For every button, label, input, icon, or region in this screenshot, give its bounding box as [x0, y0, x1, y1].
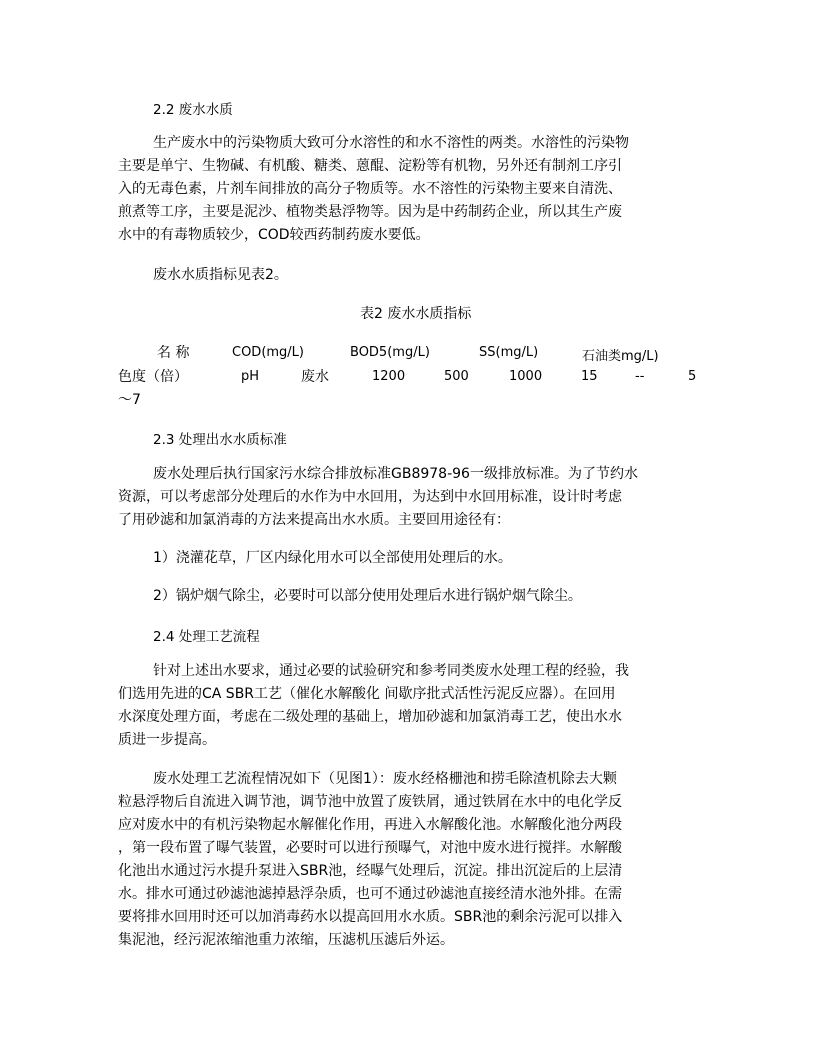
paragraph-line: 要将排水回用时还可以加消毒药水以提高回用水水质。SBR池的剩余污泥可以排入: [118, 909, 623, 925]
table-cell: 1000: [509, 369, 543, 384]
table-cell: 废水: [301, 369, 329, 385]
table-cell: SS(mg/L): [479, 345, 539, 360]
paragraph-line: 针对上述出水要求，通过必要的试验研究和参考同类废水处理工程的经验，我: [153, 663, 629, 679]
paragraph-line: 应对废水中的有机污染物起水解催化作用，再进入水解酸化池。水解酸化池分两段: [118, 817, 622, 833]
table-caption: 表2 废水水质指标: [360, 306, 472, 322]
table-cell: 5: [688, 369, 697, 384]
table-cell: 1200: [372, 369, 406, 384]
table-cell: 石油类mg/L): [582, 349, 659, 364]
table-cell: COD(mg/L): [232, 345, 305, 360]
paragraph-line: 们选用先进的CA SBR工艺（催化水解酸化 间歇序批式活性污泥反应器）。在回用: [118, 686, 616, 702]
paragraph-line: 质进一步提高。: [118, 732, 216, 748]
list-item: 1）浇灌花草，厂区内绿化用水可以全部使用处理后的水。: [153, 550, 512, 566]
paragraph-line: 水中的有毒物质较少，COD较西药制药废水要低。: [118, 227, 430, 243]
paragraph-line: 集泥池，经污泥浓缩池重力浓缩，压滤机压滤后外运。: [118, 932, 454, 948]
paragraph-line: 废水处理工艺流程情况如下（见图1）：废水经格栅池和捞毛除渣机除去大颗: [153, 771, 617, 787]
paragraph-line: 水。排水可通过砂滤池滤掉悬浮杂质，也可不通过砂滤池直接经清水池外排。在需: [118, 886, 622, 902]
table-cell: BOD5(mg/L): [350, 345, 430, 360]
section-2-4-heading: 2.4 处理工艺流程: [153, 629, 260, 645]
paragraph-line: 化池出水通过污水提升泵进入SBR池，经曝气处理后，沉淀。排出沉淀后的上层清: [118, 863, 623, 879]
table-cell: 名 称: [157, 345, 190, 361]
table-cell: ～7: [118, 392, 141, 408]
paragraph-line: 废水处理后执行国家污水综合排放标准GB8978-96一级排放标准。为了节约水: [153, 466, 638, 482]
paragraph-line: 主要是单宁、生物碱、有机酸、糖类、蒽醌、淀粉等有机物，另外还有制剂工序引: [118, 158, 622, 174]
paragraph-line: 水深度处理方面，考虑在二级处理的基础上，增加砂滤和加氯消毒工艺，使出水水: [118, 709, 622, 725]
table-cell: 15: [581, 369, 598, 384]
paragraph-line: 资源，可以考虑部分处理后的水作为中水回用，为达到中水回用标准，设计时考虑: [118, 489, 622, 505]
paragraph-line: 粒悬浮物后自流进入调节池，调节池中放置了废铁屑，通过铁屑在水中的电化学反: [118, 794, 622, 810]
section-2-2-heading: 2.2 废水水质: [153, 102, 233, 118]
paragraph-line: 煎煮等工序，主要是泥沙、植物类悬浮物等。因为是中药制药企业，所以其生产废: [118, 204, 622, 220]
table-cell: 500: [444, 369, 469, 384]
paragraph-line: 生产废水中的污染物质大致可分水溶性的和水不溶性的两类。水溶性的污染物: [153, 135, 629, 151]
table-cell: 色度（倍）: [118, 369, 188, 385]
list-item: 2）锅炉烟气除尘，必要时可以部分使用处理后水进行锅炉烟气除尘。: [153, 588, 582, 604]
paragraph-line: 了用砂滤和加氯消毒的方法来提高出水水质。主要回用途径有：: [118, 512, 510, 528]
section-2-3-heading: 2.3 处理出水水质标准: [153, 432, 287, 448]
table-cell: --: [635, 369, 645, 384]
table-reference-text: 废水水质指标见表2。: [153, 267, 288, 283]
paragraph-line: ，第一段布置了曝气装置，必要时可以进行预曝气，对池中废水进行搅拌。水解酸: [118, 840, 622, 856]
paragraph-line: 入的无毒色素，片剂车间排放的高分子物质等。水不溶性的污染物主要来自清洗、: [118, 181, 622, 197]
table-cell: pH: [241, 369, 260, 384]
